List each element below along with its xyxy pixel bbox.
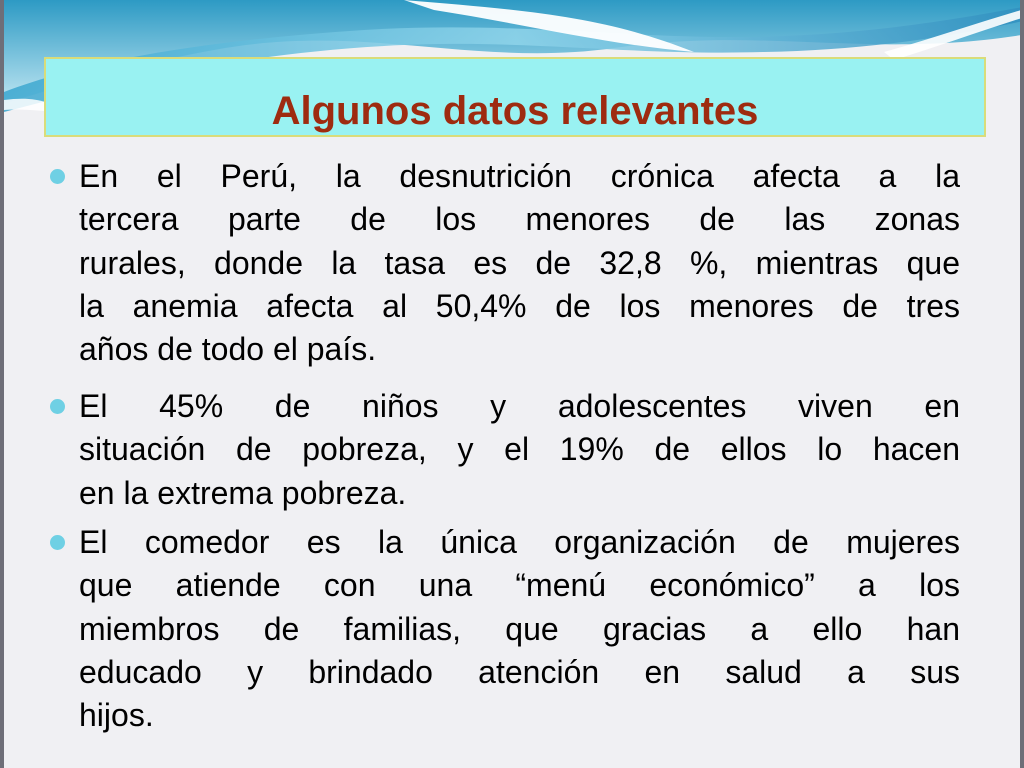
slide-title: Algunos datos relevantes	[271, 89, 759, 133]
bullet-icon	[50, 399, 65, 414]
bullet-line: hijos.	[79, 697, 154, 734]
bullet-line: que atiende con una “menú económico” a los	[79, 567, 960, 604]
bullet-line: En el Perú, la desnutrición crónica afecta a la	[79, 158, 960, 194]
bullet-line: la anemia afecta al 50,4% de los menores de tres	[79, 287, 960, 324]
bullet-line: rurales, donde la tasa es de 32,8 %, mientras que	[79, 244, 960, 281]
bullet-line: El comedor es la única organización de mujeres	[79, 524, 960, 560]
bullet-icon	[50, 169, 65, 184]
bullet-line: situación de pobreza, y el 19% de ellos lo hacen	[79, 431, 960, 468]
bullet-line: El 45% de niños y adolescentes viven en	[79, 388, 960, 424]
title-box	[44, 57, 986, 137]
bullet-line: miembros de familias, que gracias a ello han	[79, 610, 960, 647]
bullet-item-malnutrition	[44, 155, 960, 371]
bullet-line: años de todo el país.	[79, 331, 377, 368]
bullet-item-comedor	[44, 521, 960, 737]
bullet-line: educado y brindado atención en salud a sus	[79, 653, 960, 690]
bullet-item-poverty	[44, 385, 960, 515]
bullet-line: en la extrema pobreza.	[79, 474, 407, 511]
bullet-icon	[50, 535, 65, 550]
bullet-line: tercera parte de los menores de las zonas	[79, 201, 960, 238]
